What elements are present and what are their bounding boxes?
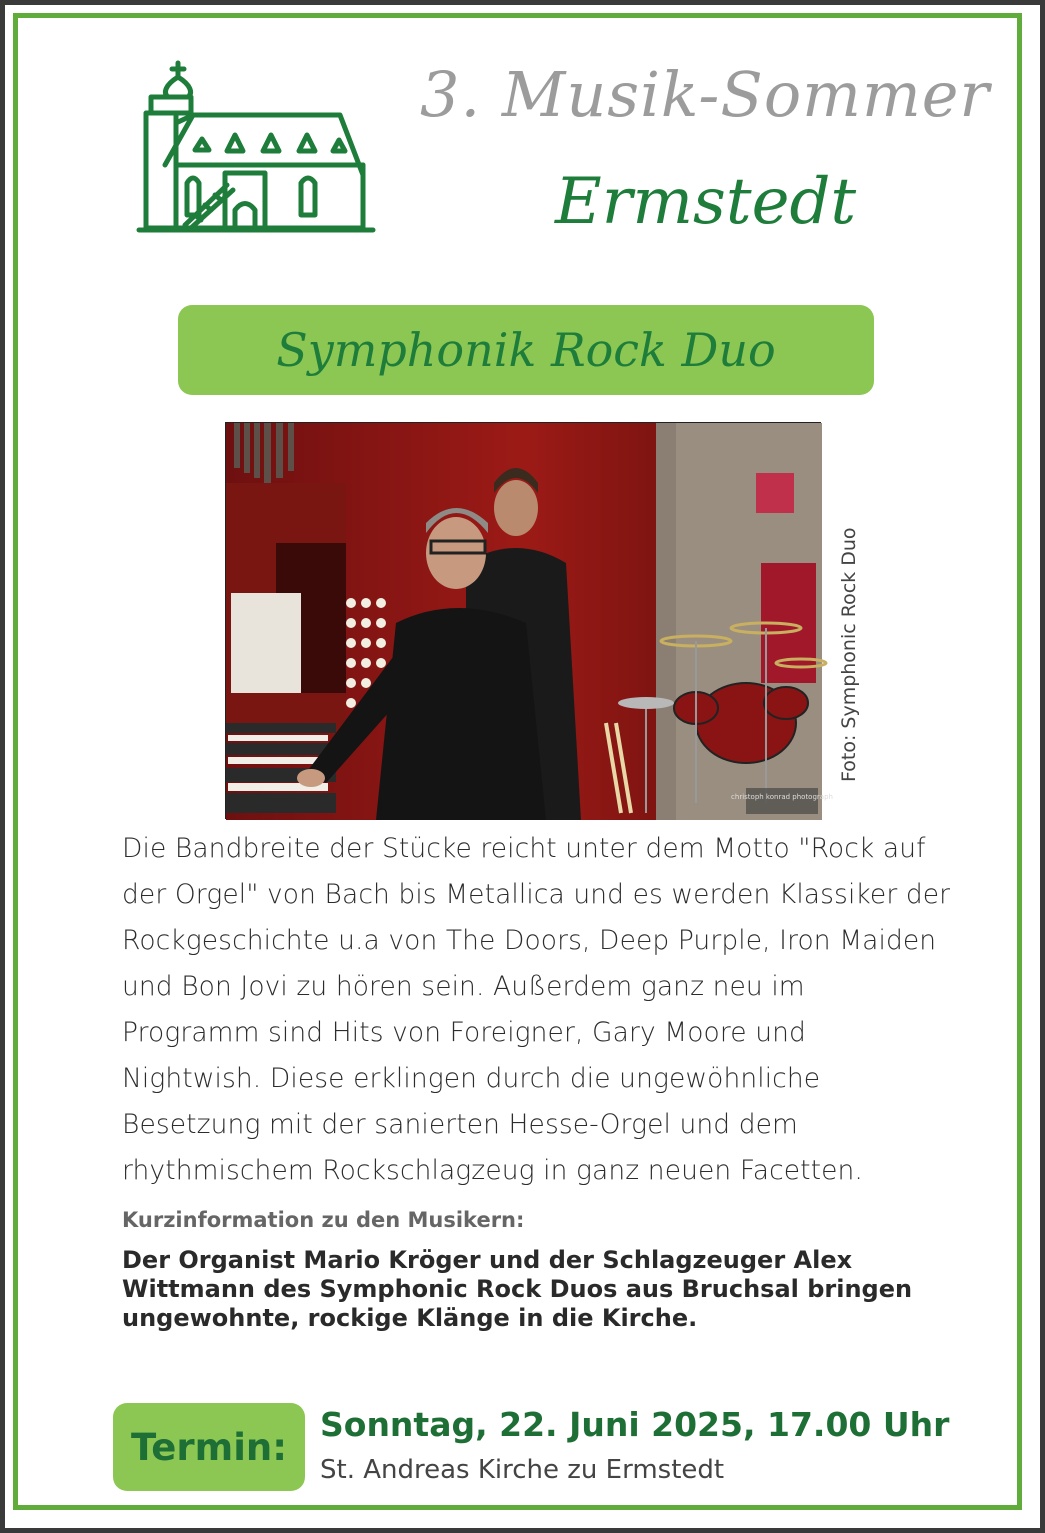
band-photo — [225, 422, 833, 819]
musicians-line: Wittmann des Symphonic Rock Duos aus Bruchsal bringen — [122, 1275, 913, 1303]
description-line: und Bon Jovi zu hören sein. Außerdem ganz neu im — [122, 971, 805, 1002]
description-line: Besetzung mit der sanierten Hesse-Orgel und dem — [122, 1109, 798, 1140]
musicians-line: Der Organist Mario Kröger und der Schlagzeuger Alex — [122, 1246, 853, 1274]
event-location: St. Andreas Kirche zu Ermstedt — [320, 1455, 725, 1485]
headline-event-series: 3. Musik-Sommer — [420, 58, 991, 131]
description-line: Rockgeschichte u.a von The Doors, Deep Purple, Iron Maiden — [122, 925, 937, 956]
band-title: Symphonik Rock Duo — [276, 323, 776, 377]
church-icon — [135, 55, 380, 237]
termin-badge: Termin: — [113, 1403, 305, 1491]
description-text — [122, 826, 951, 1194]
musicians-heading: Kurzinformation zu den Musikern: — [122, 1208, 525, 1232]
description-line: Programm sind Hits von Foreigner, Gary Moore und — [122, 1017, 806, 1048]
photo-watermark: christoph konrad photograph — [731, 793, 833, 801]
description-line: rhythmischem Rockschlagzeug in ganz neuen Facetten. — [122, 1155, 863, 1186]
description-line: Nightwish. Diese erklingen durch die ungewöhnliche — [122, 1063, 821, 1094]
event-date: Sonntag, 22. Juni 2025, 17.00 Uhr — [320, 1405, 950, 1444]
band-banner — [178, 305, 874, 395]
description-line: der Orgel" von Bach bis Metallica und es werden Klassiker der — [122, 879, 951, 910]
musicians-line: ungewohnte, rockige Klänge in die Kirche. — [122, 1304, 698, 1332]
description-line: Die Bandbreite der Stücke reicht unter dem Motto "Rock auf — [122, 833, 926, 864]
photo-credit: Foto: Symphonic Rock Duo — [838, 527, 860, 782]
musicians-text — [122, 1246, 922, 1333]
headline-village: Ermstedt — [555, 165, 857, 239]
